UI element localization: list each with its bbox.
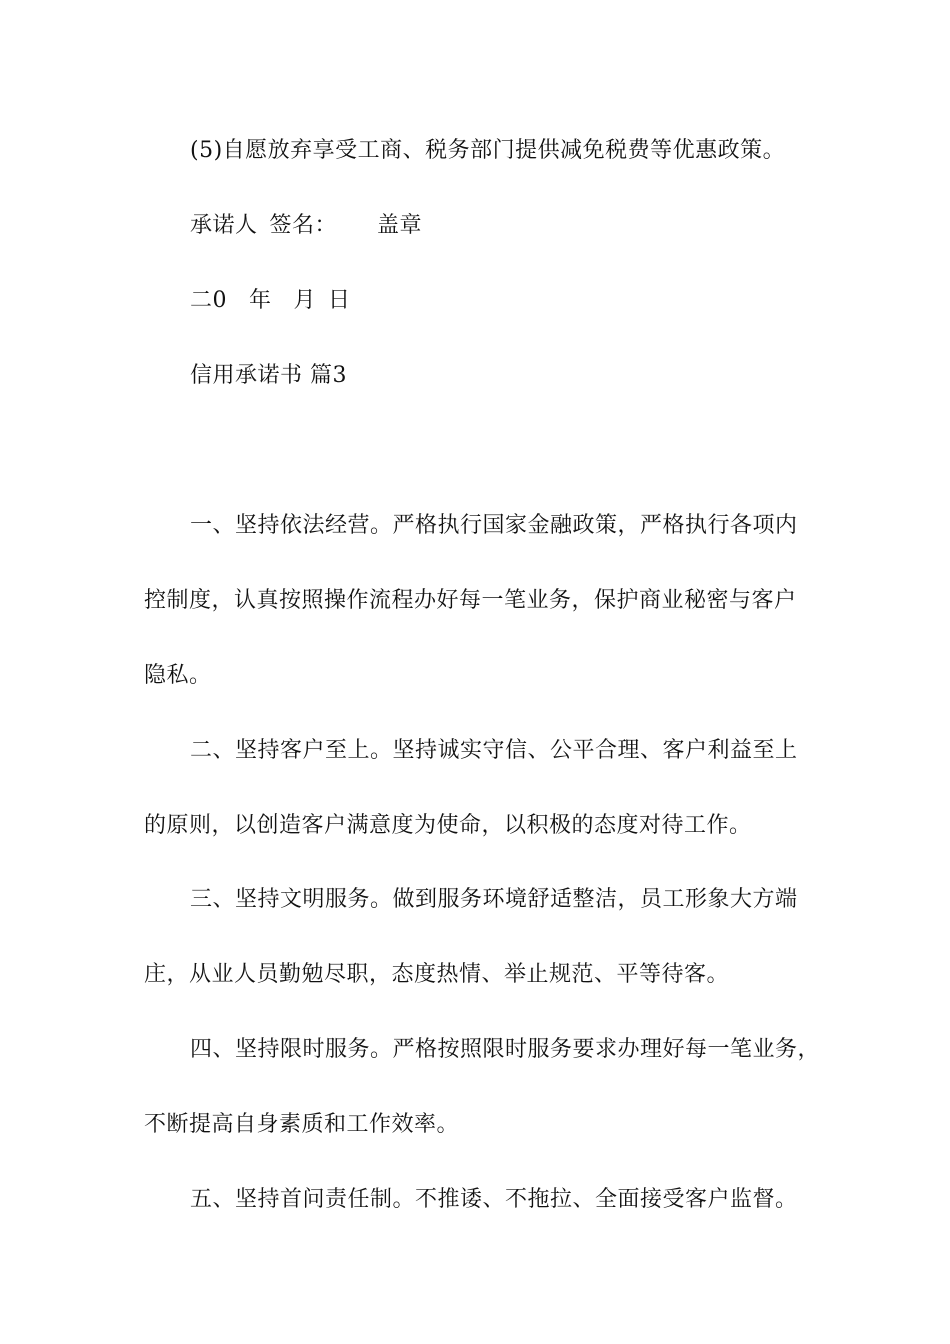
- seal-label: 盖章: [377, 213, 423, 238]
- item-5-text: (5)自愿放弃享受工商、税务部门提供减免税费等优惠政策。: [190, 138, 786, 163]
- paragraph-1-line-1: 一、坚持依法经营。严格执行国家金融政策，严格执行各项内: [190, 513, 798, 538]
- paragraph-1-line-2: 控制度，认真按照操作流程办好每一笔业务，保护商业秘密与客户: [144, 588, 797, 613]
- date-year: 年: [249, 288, 272, 313]
- paragraph-3-line-2: 庄，从业人员勤勉尽职，态度热情、举止规范、平等待客。: [144, 962, 730, 987]
- paragraph-1-line-3: 隐私。: [144, 663, 212, 688]
- paragraph-4-line-2: 不断提高自身素质和工作效率。: [144, 1112, 460, 1137]
- date-year-prefix: 二0: [190, 288, 227, 313]
- paragraph-2-line-2: 的原则，以创造客户满意度为使命，以积极的态度对待工作。: [144, 813, 752, 838]
- paragraph-4-line-1: 四、坚持限时服务。严格按照限时服务要求办理好每一笔业务，: [190, 1037, 821, 1062]
- paragraph-2-line-1: 二、坚持客户至上。坚持诚实守信、公平合理、客户利益至上: [190, 738, 798, 763]
- sign-label: 签名：: [269, 213, 338, 238]
- date-day: 日: [328, 288, 351, 313]
- paragraph-5-line-1: 五、坚持首问责任制。不推诿、不拖拉、全面接受客户监督。: [190, 1187, 798, 1212]
- date-month: 月: [293, 288, 317, 313]
- paragraph-3-line-1: 三、坚持文明服务。做到服务环境舒适整洁，员工形象大方端: [190, 887, 798, 912]
- signature-line: [190, 211, 422, 241]
- section-title: 信用承诺书 篇3: [190, 363, 347, 388]
- date-line: [190, 286, 351, 316]
- promisor-label: 承诺人: [190, 213, 258, 238]
